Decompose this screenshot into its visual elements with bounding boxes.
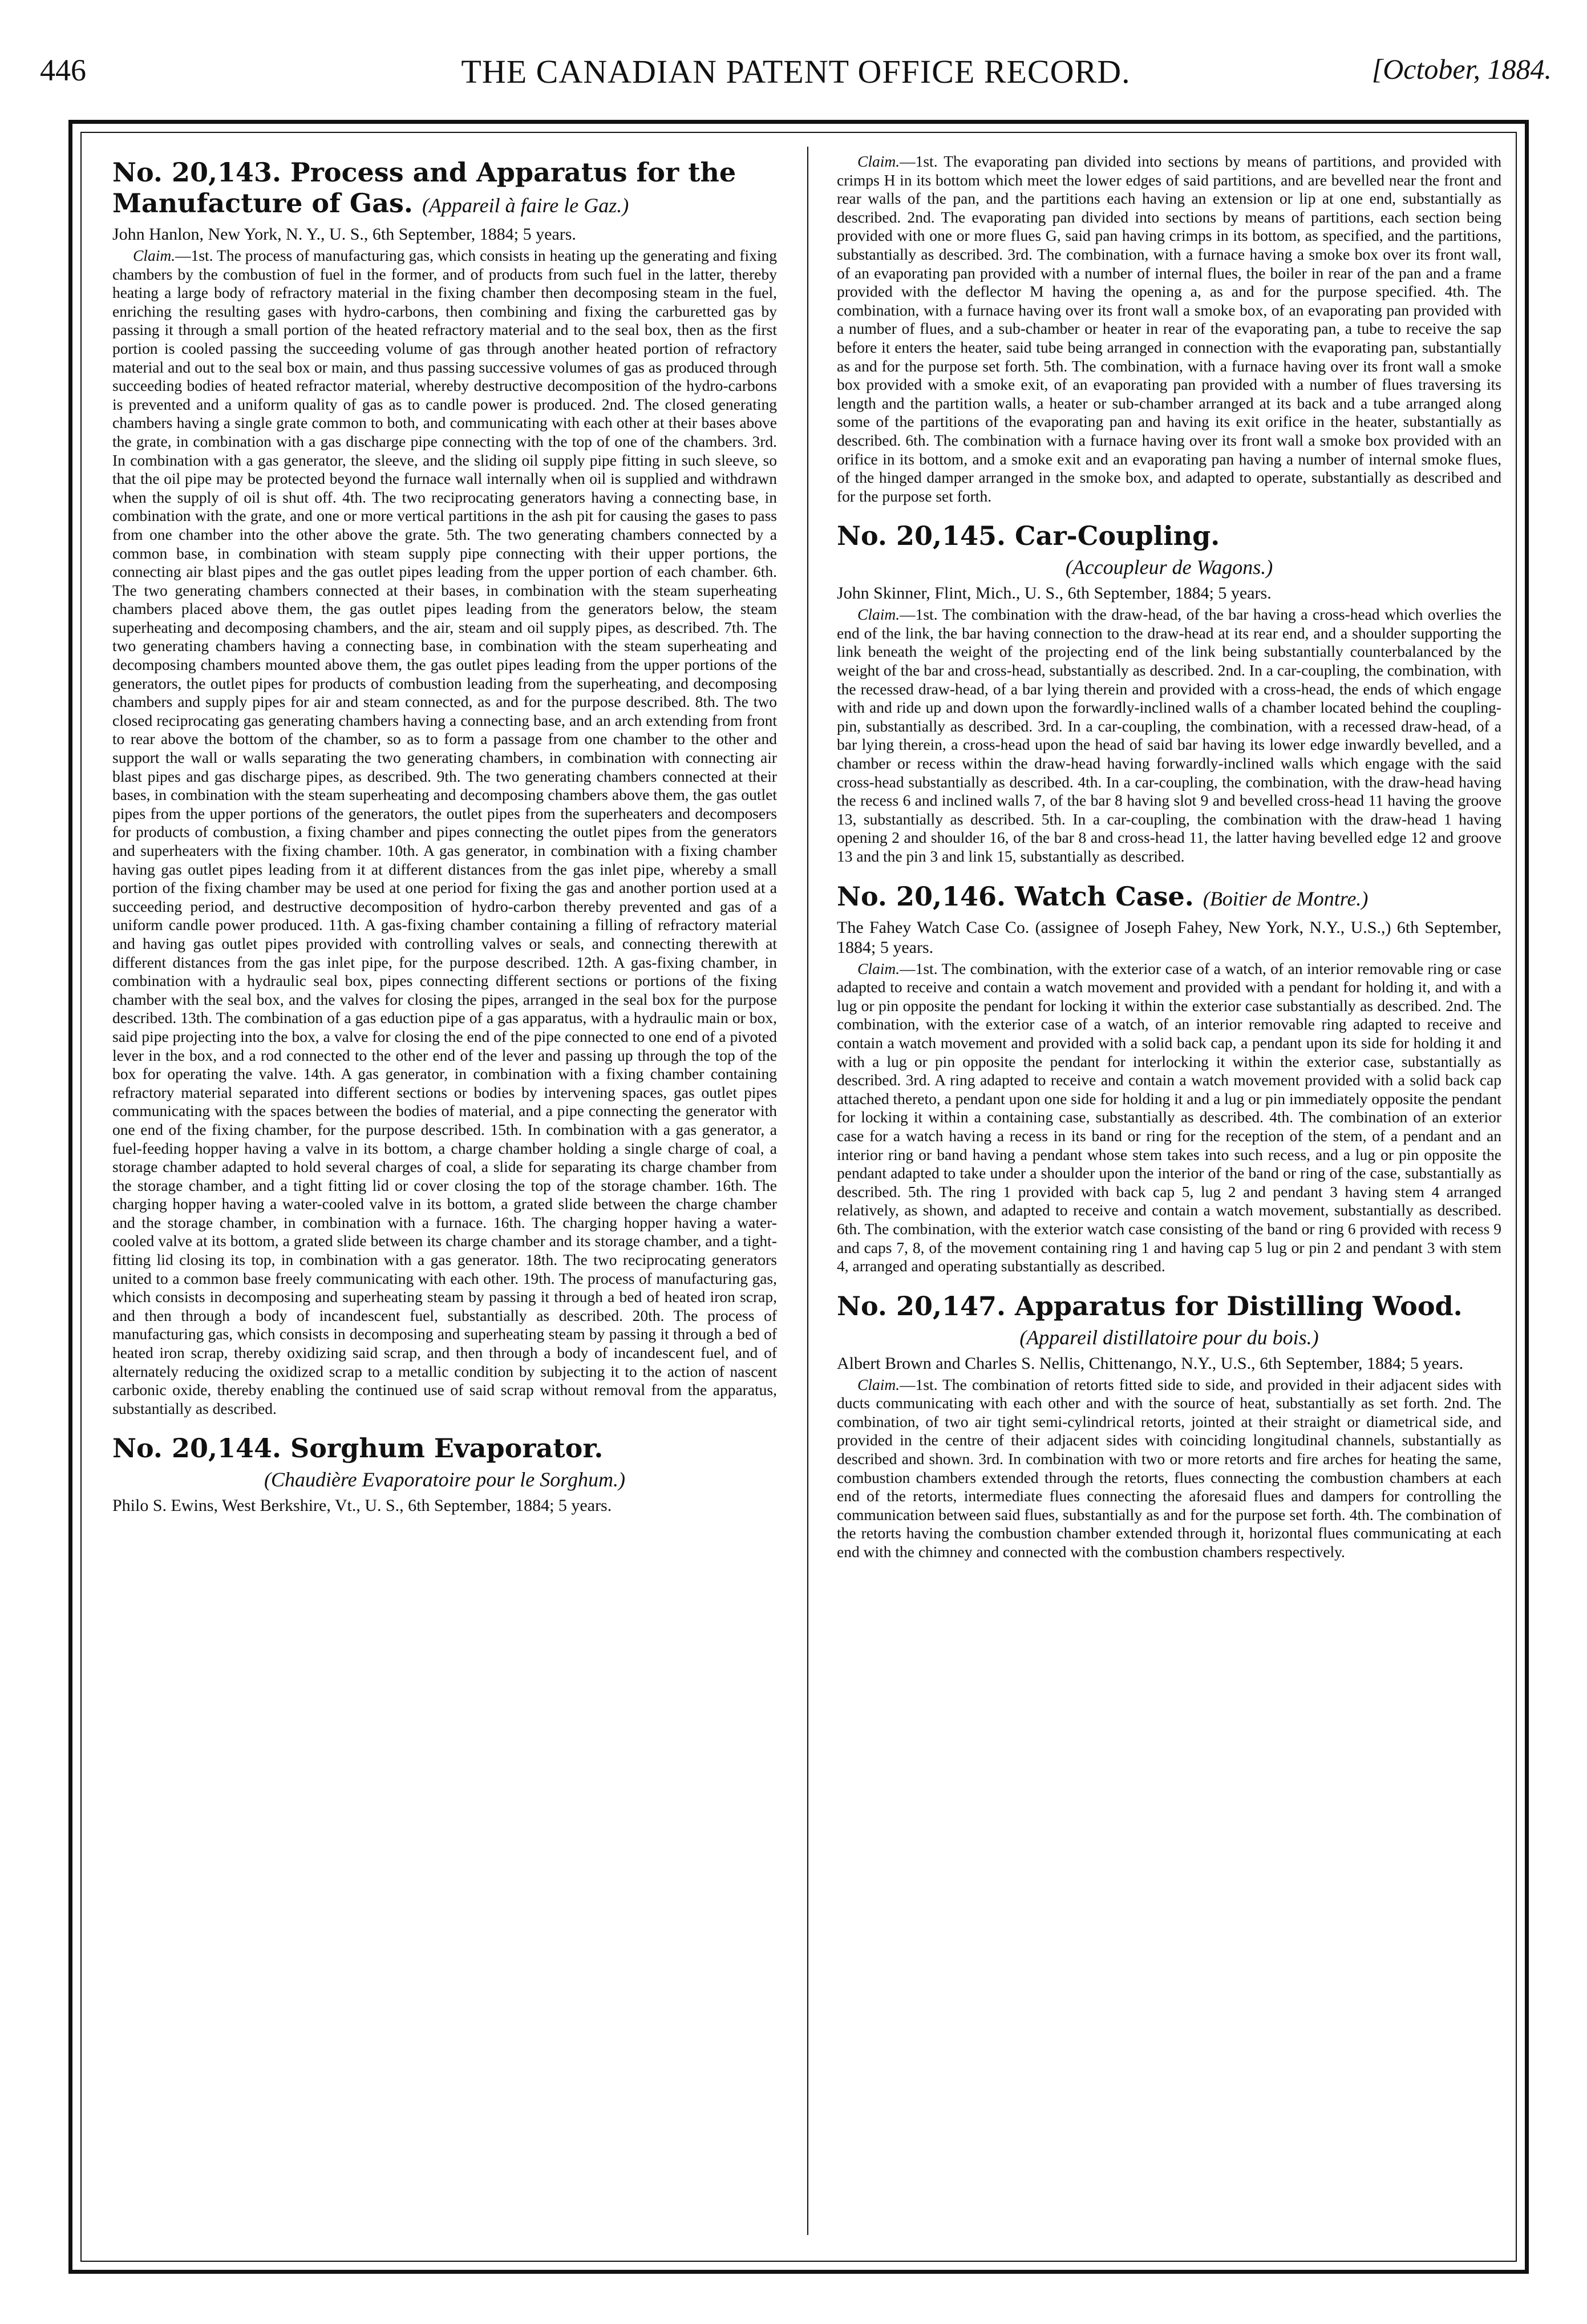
- patent-entry-20143: [112, 157, 777, 1418]
- entry-inventor: Philo S. Ewins, West Berkshire, Vt., U. S., 6th September, 1884; 5 years.: [112, 1496, 612, 1515]
- right-column: [837, 152, 1501, 2224]
- claim-text: —1st. The evaporating pan divided into sections by means of partitions, and provided with crimps H in its bottom which meet the lower edges of said partitions, and are bevelled near the front and rear walls of the pan, and the partitions each having an extension or lip at one end, substantially as described. 2nd. The evaporating pan divided into sections by means of partitions, each section being provided with one or more flues G, said pan having crimps in its bottom, as specified, and the partitions, substantially as described. 3rd. The combination, with a furnace having a smoke box over its front wall, of an evaporating pan provided with a number of internal flues, the boiler in rear of the pan and a frame provided with the deflector M having the opening a, as and for the purpose specified. 4th. The combination, with a furnace having over its front wall a smoke box, of an evaporating pan provided with a number of flues, and a sub-chamber or heater in rear of the evaporating pan, a tube to receive the sap before it enters the heater, said tube being arranged in connection with the evaporating pan, substantially as and for the purpose set forth. 5th. The combination, with a furnace having over its front wall a smoke box provided with a smoke exit, of an evaporating pan provided with a number of flues traversing its length and the partition walls, a heater or sub-chamber arranged at its back and a tube arranged along some of the partitions of the evaporating pan and having its exit orifice in the heater, substantially as described. 6th. The combination with a furnace having over its front wall a smoke box provided with an orifice in its bottom, and a smoke exit and an evaporating pan having a number of internal smoke flues, of the hinged damper arranged in the smoke box, and adapted to operate, substantially as described and for the purpose set forth.: [837, 152, 1501, 505]
- entry-title-text: No. 20,146. Watch Case.: [837, 880, 1194, 912]
- entry-french-title: (Chaudière Evaporatoire pour le Sorghum.): [264, 1468, 625, 1492]
- claim-text: —1st. The combination of retorts fitted side to side, and provided in their adjacent sides with ducts communicating with each other and with the source of heat, substantially as set forth. 2nd. The combination, of two air tight semi-cylindrical retorts, jointed at their straight or diametrical side, and provided in the centre of their adjacent sides with coinciding longitudinal channels, substantially as described and shown. 3rd. In combination with two or more retorts and fire arches for heating the same, combustion chambers extended through the retorts, flues connecting the combustion chambers at each end of the retorts, intermediate flues connecting the aforesaid flues and dampers for controlling the communication between said flues, substantially as and for the purpose set forth. 4th. The combination of the retorts having the combustion chamber extended through it, horizontal flues communicating at each end with the chimney and connected with the combustion chambers respectively.: [837, 1375, 1501, 1561]
- page-frame: [68, 120, 1529, 2274]
- entry-inventor: John Hanlon, New York, N. Y., U. S., 6th September, 1884; 5 years.: [112, 225, 576, 244]
- claim-label: Claim.: [133, 246, 176, 264]
- entry-title-text: No. 20,143. Process and Apparatus for the Manufacture of Gas.: [112, 157, 736, 219]
- entry-claims-continued: [837, 152, 1501, 506]
- column-divider: [807, 147, 808, 2235]
- entry-inventor: Albert Brown and Charles S. Nellis, Chittenango, N.Y., U.S., 6th September, 1884; 5 years.: [837, 1353, 1464, 1373]
- claim-label: Claim.: [857, 152, 900, 170]
- entry-title: [112, 157, 777, 221]
- patent-entry-20147: [837, 1291, 1501, 1562]
- claim-text: —1st. The process of manufacturing gas, which consists in heating up the generating and fixing chambers by the combustion of fuel in the former, and of products from such fuel in the latter, thereby heating a large body of refractory material in the fixing chamber then decomposing steam in the fuel, enriching the resulting gases with hydro-carbons, then combining and fixing the carburetted gas by passing it through a small portion of the heated refractory material and to the seal box, then as the first portion is cooled passing the succeeding volume of gas through another heated portion of refractory material and out to the seal box or main, and thus passing successive volumes of gas as produced through succeeding bodies of heated refractor material, whereby destructive decomposition of the hydro-carbons is prevented and a uniform quality of gas as to candle power is produced. 2nd. The closed generating chambers having a single grate common to both, and communicating with each other at their bases above the grate, in combination with a gas discharge pipe connecting with the top of one of the chambers. 3rd. In combination with a gas generator, the sleeve, and the sliding oil supply pipe fitting in such sleeve, so that the oil pipe may be protected beyond the furnace wall internally when oil is supplied and withdrawn when the supply of oil is shut off. 4th. The two reciprocating generators having a connecting base, in combination with the grate, and one or more vertical partitions in the ash pit for causing the gases to pass from one chamber into the other above the grate. 5th. The two generating chambers connected by a common base, in combination with steam supply pipe connecting with their upper portions, the connecting air blast pipes and the gas outlet pipes leading from the upper portion of each chamber. 6th. The two generating chambers connected at their bases, in combination with the steam superheating chambers placed above them, the gas outlet pipes leading from the generators below, the steam superheating and decomposing chambers, and the air, steam and oil supply pipes, as described. 7th. The two generating chambers having a connecting base, in combination with the steam superheating and decomposing chambers mounted above them, the gas outlet pipes leading from the upper portions of the generators, the outlet pipes for products of combustion leading from the superheating, and decomposing chambers and supply pipes for air and steam connected, as and for the purpose described. 8th. The two closed reciprocating gas generating chambers having a connecting base, and an arch extending from front to rear above the bottom of the chamber, so as to form a passage from one chamber to the other and support the wall or walls separating the two generating chambers, in combination with connecting air blast pipes and gas discharge pipes, as described. 9th. The two generating chambers connected at their bases, in combination with the steam superheating and decomposing chambers above them, the gas outlet pipes from the upper portions of the generators, the outlet pipes from the superheaters and decomposers for products of combustion, a fixing chamber and pipes connecting the outlet pipes from the generators and superheaters with the fixing chamber. 10th. A gas generator, in combination with a fixing chamber having gas outlet pipes leading from it at different distances from the gas inlet pipe, whereby a small portion of the fixing chamber may be used at one period for fixing the gas and another portion used at a succeeding period, and destructive decomposition of hydro-carbon thereby prevented and gas of a uniform candle power produced. 11th. A gas-fixing chamber containing a filling of refractory material and having gas outlet pipes provided with controlling valves or seals, and connecting therewith at different distances from the gas inlet pipe, for the purpose described. 12th. A gas-fixing chamber, in combination with a hydraulic seal box, pipes connecting different sections or portions of the fixing chamber with the seal box, and the valves for closing the pipes, arranged in the seal box for the purpose described. 13th. The combination of a gas eduction pipe of a gas apparatus, with a hydraulic main or box, said pipe projecting into the box, a valve for closing the end of the pipe connected to one end of a pivoted lever in the box, and a rod connected to the other end of the lever and passing up through the top of the box for operating the valve. 14th. A gas generator, in combination with a fixing chamber containing refractory material separated into different sections or bodies by intervening spaces, gas outlet pipes communicating with the spaces between the bodies of material, and a pipe connecting the generator with one end of the fixing chamber, for the purpose described. 15th. In combination with a gas generator, a fuel-feeding hopper having a valve in its bottom, a charge chamber holding a single charge of coal, a storage chamber adapted to hold several charges of coal, a slide for separating its charge chamber from the storage chamber, and a tight fitting lid or cover closing the top of the storage chamber. 16th. The charging hopper having a water-cooled valve in its bottom, a grated slide between the charge chamber and the storage chamber, in combination with a furnace. 16th. The charging hopper having a water-cooled valve at its bottom, a grated slide between its charge chamber and its storage chamber, and a tight-fitting lid closing its top, in combination with a gas generator. 18th. The two reciprocating generators united to a common base freely communicating with each other. 19th. The process of manufacturing gas, which consists in decomposing and superheating steam by passing it through a bed of heated iron scrap, and then through a body of incandescent fuel, substantially as described. 20th. The process of manufacturing gas, which consists in decomposing and superheating steam by passing it through a bed of heated iron scrap, thereby oxidizing said scrap, and then through a body of incandescent fuel, and of alternately reducing the oxidized scrap to a metallic condition by subjecting it to the action of nascent carbonic oxide, thereby enabling the continued use of said scrap without removal from the apparatus, substantially as described.: [112, 246, 777, 1417]
- entry-claims: [837, 605, 1501, 866]
- entry-claims: [837, 960, 1501, 1276]
- patent-entry-20146: [837, 881, 1501, 1276]
- entry-french-title: (Accoupleur de Wagons.): [1065, 556, 1273, 579]
- left-column: [112, 152, 777, 2224]
- claim-text: —1st. The combination, with the exterior case of a watch, of an interior removable ring or case adapted to receive and contain a watch movement and provided with a pendant for holding it, and with a lug or pin opposite the pendant for locking it within the exterior case substantially as described. 2nd. The combination, with the exterior case of a watch, of an interior removable ring adapted to receive and contain a watch movement and provided with a solid back cap, a pendant upon its side for holding it and with a lug or pin opposite the pendant for interlocking it within the exterior case, substantially as described. 3rd. A ring adapted to receive and contain a watch movement provided with a solid back cap attached thereto, a pendant upon one side for holding it and a lug or pin immediately opposite the pendant for locking it within a containing case, substantially as described. 4th. The combination of an exterior case for a watch having a recess in its band or ring for the reception of the stem, of a pendant and an interior ring or band having a pendant whose stem takes into such recess, and a lug or pin opposite the pendant adapted to take under a shoulder upon the interior of the band or ring of the case, substantially as described. 5th. The ring 1 provided with back cap 5, lug 2 and pendant 3 having stem 4 arranged relatively, as shown, and adapted to receive and contain a watch movement, substantially as described. 6th. The combination, with the exterior watch case consisting of the band or ring 6 provided with recess 9 and caps 7, 8, of the movement containing ring 1 and having cap 5 lug or pin 2 and pendant 3 with stem 4, arranged and operating substantially as described.: [837, 959, 1501, 1275]
- claim-text: —1st. The combination with the draw-head, of the bar having a cross-head which overlies the end of the link, the bar having connection to the draw-head at its rear end, and a shoulder supporting the link beneath the weight of the projecting end of the link being substantially counterbalanced by the weight of the bar and cross-head, substantially as described. 2nd. In a car-coupling, the combination, with the recessed draw-head, of a bar lying therein and provided with a cross-head, the ends of which engage with and ride up and down upon the forwardly-inclined walls of a chamber located behind the coupling-pin, substantially as described. 3rd. In a car-coupling, the combination, with a recessed draw-head, of a bar lying therein, a cross-head upon the head of said bar having its lower edge inwardly bevelled, and a chamber or recess within the draw-head having forwardly-inclined walls which engage with the said cross-head substantially as described. 4th. In a car-coupling, the combination, with the draw-head having the recess 6 and inclined walls 7, of the bar 8 having slot 9 and bevelled cross-head 11 having the groove 13, substantially as described. 5th. In a car-coupling, the combination with the draw-head 1 having opening 2 and shoulder 16, of the bar 8 and cross-head 11, the latter having bevelled edge 12 and groove 13 and the pin 3 and link 15, substantially as described.: [837, 605, 1501, 865]
- entry-title: No. 20,145. Car-Coupling.: [837, 520, 1220, 552]
- claim-label: Claim.: [857, 959, 900, 977]
- claim-label: Claim.: [857, 605, 900, 624]
- claim-label: Claim.: [857, 1375, 900, 1393]
- issue-date: [October, 1884.: [1371, 53, 1552, 85]
- page-header: [40, 52, 1552, 104]
- entry-inventor: The Fahey Watch Case Co. (assignee of Joseph Fahey, New York, N.Y., U.S.,) 6th September, 1884; 5 years.: [837, 918, 1501, 957]
- entry-claims: [112, 246, 777, 1418]
- entry-french-title: (Boitier de Montre.): [1203, 887, 1369, 910]
- entry-french-title: (Appareil à faire le Gaz.): [422, 194, 629, 217]
- entry-title: No. 20,144. Sorghum Evaporator.: [112, 1433, 604, 1464]
- patent-entry-20145: [837, 520, 1501, 866]
- entry-inventor: John Skinner, Flint, Mich., U. S., 6th September, 1884; 5 years.: [837, 584, 1272, 603]
- patent-entry-20144: [112, 1433, 777, 1515]
- page-number: 446: [40, 53, 86, 87]
- journal-title: THE CANADIAN PATENT OFFICE RECORD.: [461, 53, 1131, 90]
- entry-french-title: (Appareil distillatoire pour du bois.): [1019, 1325, 1319, 1349]
- entry-title: [837, 881, 1501, 914]
- entry-title: No. 20,147. Apparatus for Distilling Wood.: [837, 1290, 1463, 1321]
- entry-claims: [837, 1376, 1501, 1562]
